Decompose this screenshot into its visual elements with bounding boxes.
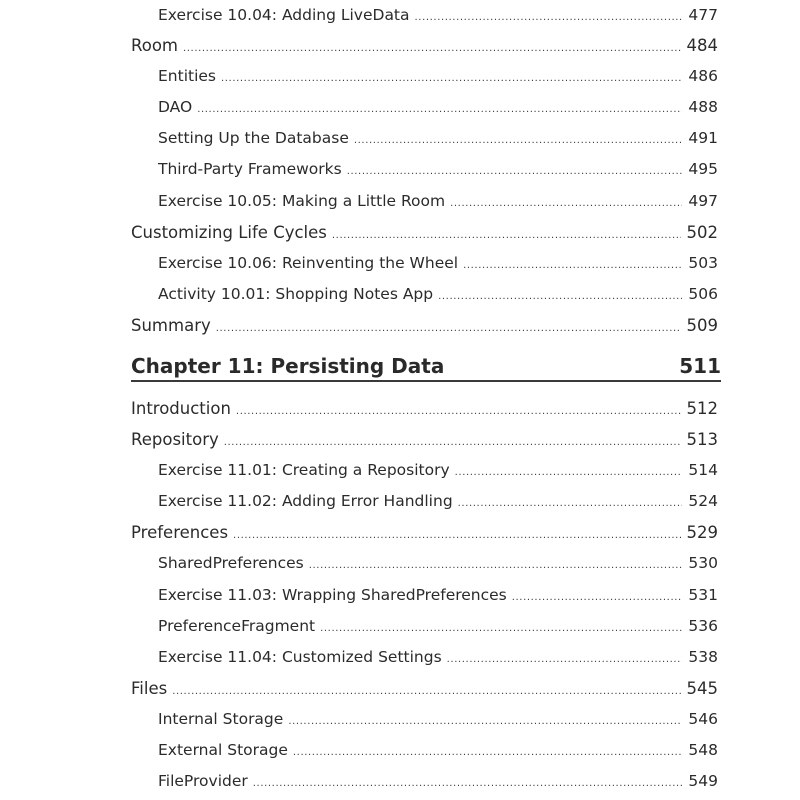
toc-entry-title: PreferenceFragment: [158, 617, 316, 635]
toc-entry-title: DAO: [158, 98, 193, 116]
toc-entry-title: Exercise 11.02: Adding Error Handling: [158, 492, 453, 510]
toc-entry-page: 538: [688, 648, 718, 666]
dot-leader: [447, 654, 683, 665]
toc-entry[interactable]: [158, 285, 718, 307]
toc-entry-page: 497: [688, 192, 718, 210]
toc-entry[interactable]: [158, 554, 718, 576]
toc-entry-title: Files: [131, 679, 168, 698]
dot-leader: [236, 406, 681, 417]
toc-entry-title: Customizing Life Cycles: [131, 223, 327, 242]
dot-leader: [216, 323, 681, 334]
toc-entry-title: Exercise 11.03: Wrapping SharedPreferences: [158, 586, 507, 604]
toc-entry[interactable]: [158, 648, 718, 670]
toc-entry[interactable]: [158, 772, 718, 794]
toc-entry-page: 531: [688, 586, 718, 604]
dot-leader: [463, 260, 682, 271]
dot-leader: [253, 778, 683, 789]
toc-entry-page: 488: [688, 98, 718, 116]
toc-entry[interactable]: [158, 98, 718, 120]
toc-entry-page: 513: [686, 430, 718, 449]
chapter-page: 511: [679, 354, 721, 378]
toc-entry-title: Exercise 10.04: Adding LiveData: [158, 6, 410, 24]
toc-entry-title: Third-Party Frameworks: [158, 160, 342, 178]
toc-entry-title: Preferences: [131, 523, 229, 542]
dot-leader: [458, 498, 683, 509]
toc-entry-title: FileProvider: [158, 772, 248, 790]
dot-leader: [320, 623, 682, 634]
toc-entry-title: Entities: [158, 67, 216, 85]
dot-leader: [512, 592, 683, 603]
toc-entry-page: 524: [688, 492, 718, 510]
dot-leader: [309, 560, 683, 571]
dot-leader: [450, 198, 682, 209]
toc-entry-page: 491: [688, 129, 718, 147]
toc-entry-title: Exercise 10.06: Reinventing the Wheel: [158, 254, 459, 272]
toc-entry[interactable]: [131, 399, 718, 421]
toc-entry-page: 509: [686, 316, 718, 335]
toc-entry[interactable]: [158, 586, 718, 608]
chapter-title: Chapter 11: Persisting Data: [131, 354, 445, 378]
dot-leader: [293, 747, 683, 758]
toc-entry[interactable]: [131, 430, 718, 452]
toc-entry[interactable]: [158, 6, 718, 28]
toc-entry[interactable]: [158, 160, 718, 182]
dot-leader: [288, 716, 682, 727]
dot-leader: [221, 73, 682, 84]
toc-entry-page: 506: [688, 285, 718, 303]
dot-leader: [233, 530, 680, 541]
dot-leader: [197, 104, 682, 115]
toc-entry-page: 548: [688, 741, 718, 759]
toc-entry-page: 502: [686, 223, 718, 242]
dot-leader: [183, 43, 681, 54]
toc-entry-title: Exercise 11.01: Creating a Repository: [158, 461, 450, 479]
dot-leader: [415, 12, 683, 23]
dot-leader: [354, 135, 683, 146]
toc-entry-page: 545: [686, 679, 718, 698]
dot-leader: [224, 437, 681, 448]
toc-entry-title: SharedPreferences: [158, 554, 304, 572]
toc-entry-title: External Storage: [158, 741, 288, 759]
toc-entry[interactable]: [158, 461, 718, 483]
dot-leader: [438, 291, 682, 302]
toc-entry-title: Summary: [131, 316, 211, 335]
toc-entry-title: Exercise 10.05: Making a Little Room: [158, 192, 446, 210]
toc-entry-page: 514: [688, 461, 718, 479]
toc-entry-title: Setting Up the Database: [158, 129, 349, 147]
toc-entry-title: Exercise 11.04: Customized Settings: [158, 648, 442, 666]
toc-entry[interactable]: [131, 679, 718, 701]
toc-entry-page: 529: [686, 523, 718, 542]
toc-entry-title: Room: [131, 36, 178, 55]
toc-entry[interactable]: [158, 492, 718, 514]
toc-entry-title: Activity 10.01: Shopping Notes App: [158, 285, 434, 303]
toc-entry[interactable]: [131, 316, 718, 338]
toc-entry[interactable]: [158, 67, 718, 89]
toc-entry-title: Introduction: [131, 399, 231, 418]
dot-leader: [455, 467, 683, 478]
dot-leader: [172, 686, 680, 697]
toc-entry-page: 530: [688, 554, 718, 572]
toc-entry-page: 546: [688, 710, 718, 728]
toc-entry-page: 503: [688, 254, 718, 272]
toc-entry-page: 512: [686, 399, 718, 418]
toc-entry-title: Repository: [131, 430, 219, 449]
toc-entry[interactable]: [158, 741, 718, 763]
toc-entry[interactable]: [158, 129, 718, 151]
toc-entry-page: 536: [688, 617, 718, 635]
dot-leader: [332, 230, 681, 241]
toc-entry-title: Internal Storage: [158, 710, 284, 728]
chapter-heading[interactable]: [131, 354, 721, 382]
toc-entry[interactable]: [158, 192, 718, 214]
toc-entry-page: 477: [688, 6, 718, 24]
toc-entry[interactable]: [131, 523, 718, 545]
toc-entry-page: 484: [686, 36, 718, 55]
toc-entry[interactable]: [158, 617, 718, 639]
toc-entry-page: 486: [688, 67, 718, 85]
dot-leader: [347, 166, 683, 177]
toc-entry[interactable]: [131, 36, 718, 58]
toc-entry[interactable]: [158, 254, 718, 276]
toc-entry-page: 495: [688, 160, 718, 178]
toc-entry[interactable]: [131, 223, 718, 245]
toc-entry[interactable]: [158, 710, 718, 732]
toc-entry-page: 549: [688, 772, 718, 790]
